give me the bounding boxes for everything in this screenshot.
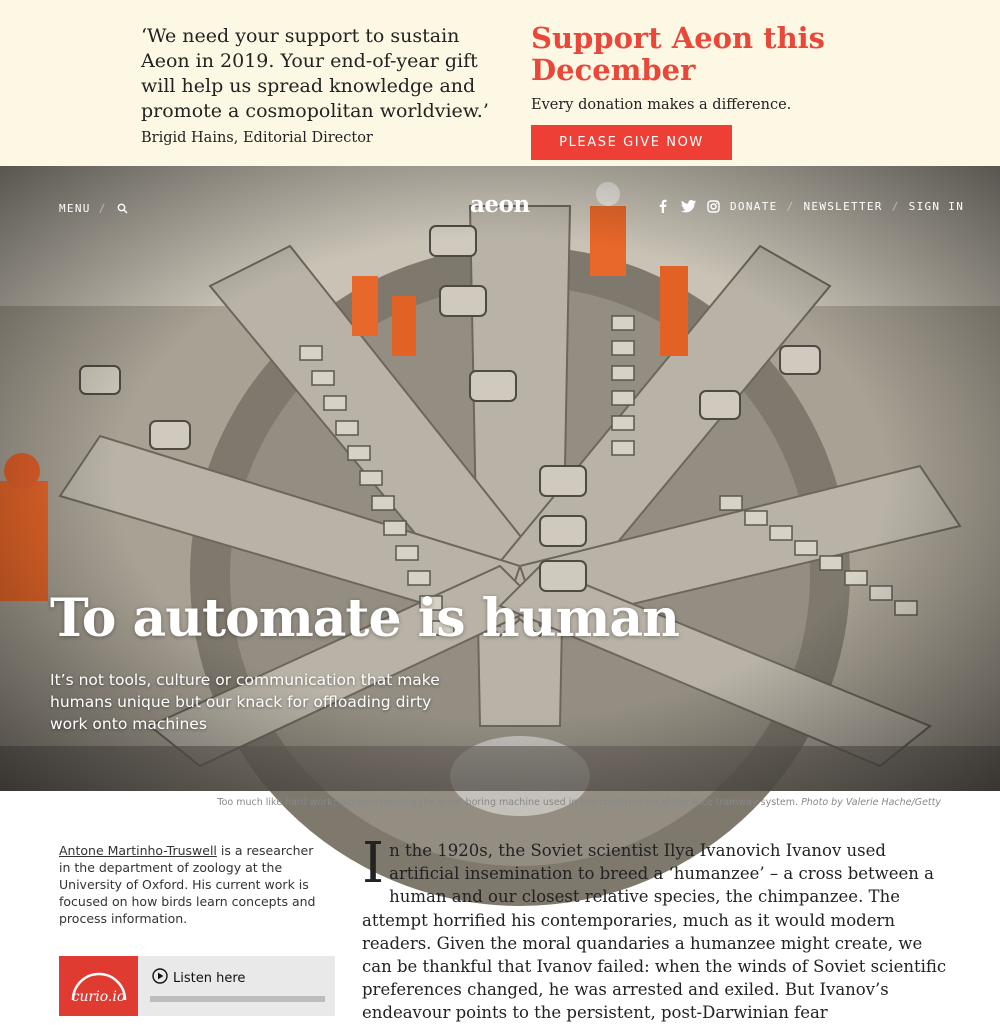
curio-logo-text: curio.io [71,989,126,1005]
facebook-icon[interactable] [655,198,671,214]
audio-player[interactable] [59,956,335,1016]
drop-cap: I [362,831,385,896]
nav-separator: / [786,199,795,213]
support-title: Support Aeon this December [531,21,825,87]
curio-logo [59,956,138,1016]
give-now-button[interactable]: PLEASE GIVE NOW [531,125,732,160]
article-paragraph: n the 1920s, the Soviet scientist Ilya Ivanovich Ivanov used artificial insemination to breed a ‘humanzee’ – a cross between a human and our closest relative species, the chimpanzee. The attempt horrified his contemporaries, much as it would modern readers. Given the moral quandaries a humanzee might create, we can be thankful that Ivanov failed: when the winds of Soviet scientific preferences changed, he was arrested and exiled. But Ivanov’s endeavour points to the persistent, post-Darwinian fear [362,841,947,1023]
caption-text: Too much like hard work: Workers tending the giant boring machine used in the construction of the Nice tramway system. [217,797,799,808]
nav-separator: / [98,201,107,215]
aeon-logo[interactable]: aeon [470,191,530,218]
menu-button[interactable]: MENU [59,201,91,215]
listen-here-button[interactable] [152,968,245,988]
listen-label: Listen here [173,970,246,986]
author-name-link[interactable]: Antone Martinho-Truswell [59,843,217,858]
support-subtitle: Every donation makes a difference. [531,97,792,113]
editor-quote: ‘We need your support to sustain Aeon in 2019. Your end-of-year gift will help us spread knowledge and promote a cosmopolitan worldview.’ [141,25,489,122]
search-icon[interactable] [115,200,131,216]
donate-link[interactable]: DONATE [730,199,778,213]
sign-in-link[interactable]: SIGN IN [908,199,965,213]
nav-right [655,198,964,214]
author-bio [59,842,319,927]
newsletter-link[interactable]: NEWSLETTER [803,199,883,213]
donation-banner [0,0,1000,166]
article-body [362,831,947,1025]
image-caption [217,797,941,808]
photo-credit: Photo by Valerie Hache/Getty [801,797,941,808]
article-headline: To automate is human [50,588,679,649]
article-standfirst: It’s not tools, culture or communication that make humans unique but our knack for offloading dirty work onto machines [50,671,440,733]
instagram-icon[interactable] [705,198,721,214]
author-bio-text: is a researcher in the department of zoology at the University of Oxford. His current work is focused on how birds learn concepts and process information. [59,843,316,926]
nav-left [59,200,131,216]
audio-description-placeholder [150,996,325,1002]
quote-attribution: Brigid Hains, Editorial Director [141,130,373,146]
play-icon [152,968,168,988]
twitter-icon[interactable] [680,198,696,214]
nav-separator: / [891,199,900,213]
